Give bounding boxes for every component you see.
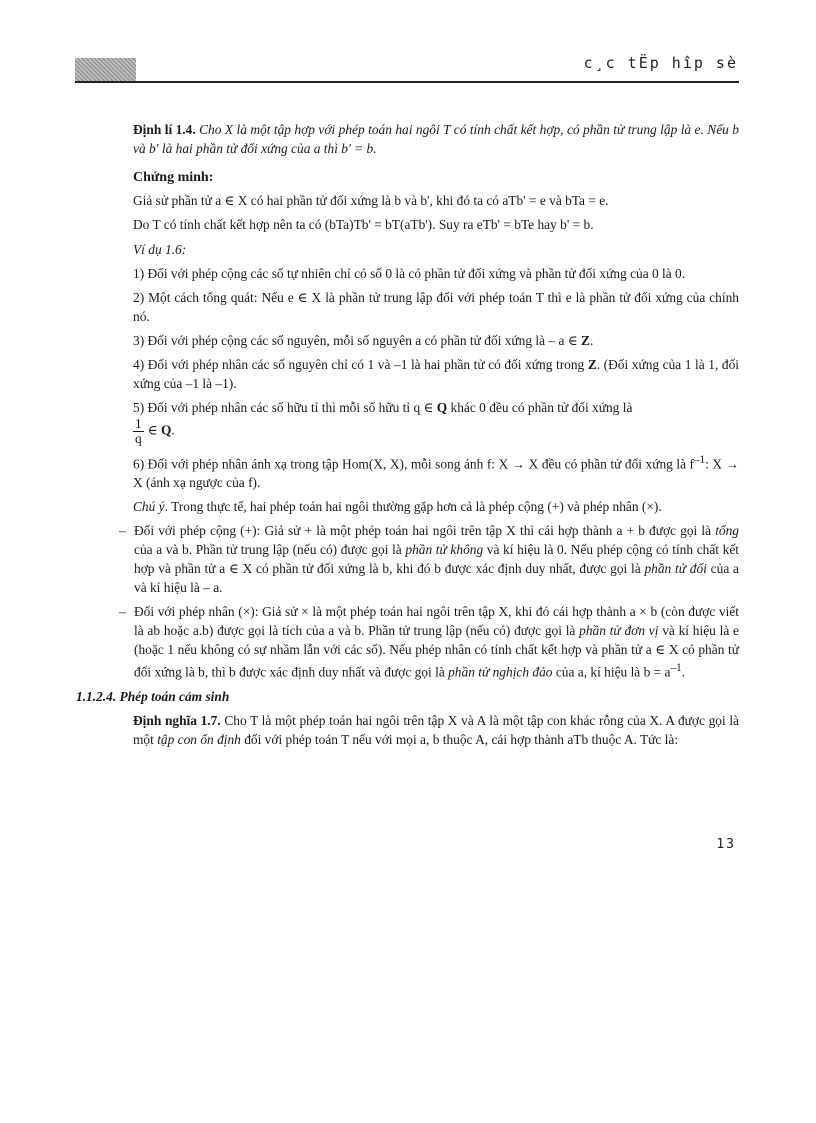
page-content xyxy=(76,120,739,754)
theorem-1-4 xyxy=(133,120,739,158)
example-item-2: 2) Một cách tổng quát: Nếu e ∈ X là phần tử trung lập đối với phép toán T thì e là phần tử đối xứng của chính nó. xyxy=(133,290,739,324)
example-item-6: 6) Đối với phép nhân ánh xạ trong tập Hom(X, X), mỗi song ánh f: X → X đều có phần tử đối xứng là $f^{-1}$: X → X (ánh xạ ngược của f). xyxy=(133,454,739,491)
bullet-addition: – Đối với phép cộng (+): Giả sử + là một phép toán hai ngôi trên tập X thì cái hợp thành a + b được gọi là tổng của a và b. Phần tử trung lập (nếu có) được gọi là phần tử không và kí hiệu là 0. Nếu phép cộng có tính chất kết hợp và phần tử a ∈ X có phần tử đối xứng là b, khi đó b được xác định duy nhất, được gọi là phần tử đối của a và kí hiệu là – a. xyxy=(119,523,739,596)
header-rule xyxy=(75,81,739,83)
example-item-3: 3) Đối với phép cộng các số nguyên, mỗi số nguyên a có phần tử đối xứng là – a ∈ Z. xyxy=(133,333,594,348)
definition-1-7: Định nghĩa 1.7. Cho T là một phép toán hai ngôi trên tập X và A là một tập con khác rỗng của X. A được gọi là một tập con ổn định đối với phép toán T nếu với mọi a, b thuộc A, cái hợp thành aTb thuộc A. Tức là: xyxy=(133,712,739,747)
set-q: Q xyxy=(160,422,172,438)
set-z: Z xyxy=(581,333,590,348)
note-paragraph: Chú ý. Trong thực tế, hai phép toán hai ngôi thường gặp hơn cả là phép cộng (+) và phép nhân (×). xyxy=(133,499,662,515)
running-header: c¸c tËp hîp sè xyxy=(583,54,738,72)
header-decoration xyxy=(75,58,136,82)
fraction-1-over-q: $\frac{1}{q}$ xyxy=(135,416,142,446)
example-item-5: 5) Đối với phép nhân các số hữu tỉ thì mỗi số hữu tỉ q ∈ Q khác 0 đều có phần tử đối xứng là $\frac{1}{q}$ ∈ Q. xyxy=(133,400,633,446)
page-number: 13 xyxy=(716,837,736,852)
bullet-multiplication: – Đối với phép nhân (×): Giả sử × là một phép toán hai ngôi trên tập X, khi đó cái hợp thành a × b (còn được viết là ab hoặc a.b) được gọi là tích của a và b. Phần tử trung lập (nếu có) được gọi là phần tử đơn vị và kí hiệu là e (hoặc 1 nếu không có sự nhầm lẫn với các số). Nếu phép nhân có tính chất kết hợp và phần tử a ∈ X có phần tử đối xứng là b, thì b được xác định duy nhất và được gọi là phần tử nghịch đảo của a, kí hiệu là $b = a^{-1}$. xyxy=(119,604,739,680)
example-item-1: 1) Đối với phép cộng các số tự nhiên chỉ có số 0 là có phần tử đối xứng và phần tử đối xứng của 0 là 0. xyxy=(133,266,686,281)
proof-line-1: Giả sử phần tử a ∈ X có hai phần tử đối xứng là b và b', khi đó ta có aTb' = e và bTa = e. xyxy=(133,193,609,208)
set-q: Q xyxy=(436,400,448,415)
section-heading: 1.1.2.4. Phép toán cảm sinh xyxy=(76,688,230,704)
set-z: Z xyxy=(587,357,597,372)
theorem-text: Cho X là một tập hợp với phép toán hai ngôi T có tính chất kết hợp, có phần tử trung lập là e. Nếu b và b' là hai phần tử đối xứng của a thì b' = b. xyxy=(133,122,739,156)
definition-label: Định nghĩa 1.7. xyxy=(133,712,221,728)
theorem-label: Định lí 1.4. xyxy=(133,122,196,137)
example-item-4: 4) Đối với phép nhân các số nguyên chỉ có 1 và –1 là hai phần tử có đối xứng trong Z. (Đối xứng của 1 là 1, đối xứng của –1 là –1). xyxy=(133,357,739,391)
note-label: Chú ý xyxy=(133,499,165,515)
proof-line-2: Do T có tính chất kết hợp nên ta có (bTa)Tb' = bT(aTb'). Suy ra eTb' = bTe hay b' = b. xyxy=(133,217,594,232)
example-title: Ví dụ 1.6: xyxy=(133,242,187,257)
proof-heading: Chứng minh: xyxy=(133,170,214,185)
